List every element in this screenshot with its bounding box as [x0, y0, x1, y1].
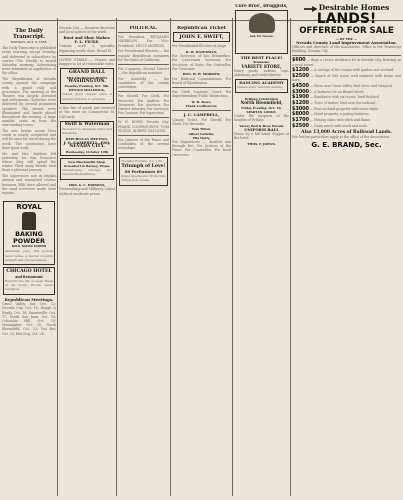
north-bloomfield: North Bloomfield,	[240, 100, 283, 106]
column-4: Republican Ticket JOHN F. SWIFT, For Presidential Electors at large. R. W. WATERMAN, For Governor, of San Bernardino. For Lieutenant Governor, For Secretary of State, For Controller, For Treasurer. HON. W. W. MORROW, For Railroad Commissioner. For Board of Equalization. For Clerk Supreme Court. For Superintendent Public Instruction. W. H. Rowe, Frank Loofbourow, J. C. CAMPBELL, County Ticket. For Sheriff, For Clerk, For Recorder. Tom Tilton, Albert Gallatin, Ella Harty, For Supervisors — districts one through five. For Justices of the Peace. For Constables. For Road Overseers.	[172, 26, 231, 157]
column-rule	[116, 18, 117, 496]
lager-ad: Ask for Geese.	[235, 10, 288, 54]
column-rule	[170, 18, 171, 496]
waterman-name: R. W. WATERMAN,	[185, 49, 218, 54]
parsons-name: MRS. G. C. PARSONS,	[68, 183, 106, 188]
dateline: MONDAY, OCT. 8, 1888.	[10, 40, 48, 44]
boot-shoe-head: Boot and Shoe Maker.	[63, 34, 111, 40]
column-3: POLITICAL. For President, BENJAMIN HARRISON. For Vice-President, LEVI P. MORTON. For Presidential Electors — the regular Republican nominees for the State of California. For Congress, Second District — the Republican nominee. For Assembly — the candidates of the county convention. For Sheriff, For Clerk, For Recorder, For Auditor, For Treasurer, For Assessor, For District Attorney, For Surveyor, For Coroner, For Supervisor. W. H. ROWE, Nevada City. FRANK LOOFBOUROW. TOM TILTON. ALBERT GALLATIN. For Justices of the Peace and Constables of the several townships. Thursday Evening, Oct. 11th. Triumph of Love! 80 Performers 60 Grand Spectacular Production. Tickets now on sale.	[118, 26, 169, 494]
baking-powder-can-icon	[22, 212, 36, 230]
company-name: Nevada County Land Improvement Association.	[296, 39, 397, 45]
column-rule	[57, 18, 58, 496]
thos-johns: THOS. F. JOHNS.	[247, 142, 276, 147]
royal-baking-ad: ROYAL BAKING POWDER ROYAL BAKING POWDER Absolutely pure. This powder never varies. A marvel of purity, strength and wholesomeness.	[3, 201, 55, 265]
republican-meetings-head: Republican Meetings.	[4, 296, 54, 302]
simmons-name: Simmons'	[253, 60, 270, 65]
variety-store: VARIETY STORE,	[241, 63, 282, 69]
cure-bros-head: Cure Bros', Druggists,	[235, 4, 288, 8]
tilton-name: Tom Tilton,	[191, 127, 212, 132]
column-rule	[290, 18, 291, 496]
spartan-lodge: SPARTAN LODGE,	[246, 109, 277, 114]
royal-baking-label: ROYAL BAKING POWDER	[11, 245, 47, 249]
morrow-name: HON. W. W. MORROW,	[182, 72, 221, 77]
column-5: Cure Bros', Druggists, Ask for Geese. THE BEST PLACE! Simmons' VARIETY STORE, Fancy goods, notions, toys, stationery and confectionery. DANCING ACADEMY Classes every Saturday evening. Pythian Celebration North Bloomfield, Friday Evening, Oct. 19, SPARTAN LODGE, Under the auspices of the Knights of Pythias. Vatery Bell & Hose Parade UNIFORM BALL Music by a full band. Supper at the hotel. THOS. F. JOHNS.	[234, 4, 289, 147]
column-6: Desirable Homes LANDS! OFFERED FOR SALE — BY THE — Nevada County Land Improvement Association. Officers and directors of the Association. Office in the Transcript Building, Nevada City. $600 — Buys a choice residence lot in Nevada City, fronting on a good street. $1200 — A cottage of five rooms with garden and orchard. $2500 — Ranch of 160 acres, well watered, with house and barn. $4500 — Farm near Grass Valley, fruit trees and vineyard. $3000 — A business lot on Broad Street. $1900 — Residence with six rooms, hard finished. $1200 — Tract of timber land near the railroad. $3000 — Fine orchard property with water right. $8000 — Hotel property, a paying business. $1700 — Mining claim with ditch and flume. $2500 — Dairy ranch with stock and tools. Also 13,000 Acres of Railroad Lands. For further particulars apply at the office of the Association. G. E. BRAND, Sec.	[292, 4, 401, 149]
swift-name-box: JOHN F. SWIFT,	[173, 32, 230, 42]
swift-waterman-ad: Swift & Waterman Promotion to American Labor and Industries. REPUBLICAN MEETING. J. G. CAMPBELL, ESQ. NEVADA CITY. Wednesday, October 10th	[60, 121, 114, 156]
lands-head: LANDS!	[316, 11, 377, 27]
column-1: The Daily Transcript. MONDAY, OCT. 8, 1888. The Daily Transcript is published every morning except Monday, and delivered to subscribers by carrier. The Weekly is issued Saturday morning. Advertising rates furnished on application at the office. The Republicans of Nevada county opened the campaign with a grand rally and procession. The meeting at the Theatre was largely attended and enthusiastic. Speeches were delivered by several prominent speakers. The streets were illuminated and bands played throughout the evening. A large number came in from the surrounding towns. The new bridge across Deer creek is nearly completed and will be open for travel during the week. The contractors have done good work. Mr. and Mrs. Baldwin left yesterday for San Francisco where they will spend the winter. Their many friends wish them a pleasant journey. The supervisors met in regular session and transacted routine business. Bills were allowed and the road overseers made their reports. ROYAL BAKING POWDER ROYAL BAKING POWDER Absolutely pure. This powder never varies. A marvel of purity, strength and wholesomeness. CHICAGO HOTEL and Restaurant Board by the day or week. Meals at all hours. Rooms newly furnished. Republican Meetings. Grass Valley, Sat. Oct. 13; Nevada City, Oct. 15; Rough & Ready, Oct. 16; Smartsville, Oct. 17; North San Juan, Oct. 18; Columbia Hill, Oct. 19; Washington, Oct. 20; North Bloomfield, Oct. 22; You Bet, Oct. 23; Red Dog, Oct. 24.	[2, 28, 56, 336]
desirable-homes-head: Desirable Homes	[318, 4, 390, 12]
best-place-head: THE BEST PLACE!	[240, 55, 283, 61]
by-the: — BY THE —	[335, 36, 358, 41]
pointing-hand-icon	[304, 6, 318, 12]
offered-for-sale: OFFERED FOR SALE	[299, 26, 394, 36]
uniform-ball: UNIFORM BALL	[244, 127, 279, 133]
political-head: POLITICAL.	[129, 26, 158, 30]
chicago-hotel-ad: CHICAGO HOTEL and Restaurant Board by the day or week. Meals at all hours. Rooms newly furnished.	[3, 267, 55, 295]
loofbourow-name: Frank Loofbourow,	[185, 104, 218, 109]
hose-parade: Vatery Bell & Hose Parade	[239, 123, 284, 128]
brand-secretary: G. E. BRAND, Sec.	[311, 140, 382, 149]
friday-date: Friday Evening, Oct. 19,	[241, 105, 282, 110]
railroad-acres: Also 13,000 Acres of Railroad Lands.	[301, 130, 392, 136]
lager-illustration	[249, 13, 275, 33]
republican-ticket-head: Republican Ticket	[177, 26, 226, 31]
campbell-name: J. C. CAMPBELL,	[183, 112, 220, 118]
ficke-name: F. L. FICKE.	[74, 39, 100, 45]
column-rule	[232, 18, 233, 496]
blacksmith-ad: New Blacksmith Shop. Gruenbert & Barney, Props. Horseshoeing, Carriage and General Blacksmithing.	[60, 158, 114, 180]
triumph-ad: Thursday Evening, Oct. 11th. Triumph of Love! 80 Performers 60 Grand Spectacular Production. Tickets now on sale.	[119, 157, 168, 186]
pythian-head: Pythian Celebration	[244, 97, 279, 102]
rowe-name: W. H. Rowe,	[191, 99, 212, 104]
price-list: $600 — Buys a choice residence lot in Nevada City, fronting on a good street. $1200 — A cottage of five rooms with garden and orchard. $2500 — Ranch of 160 acres, well watered, with house and barn. $4500 — Farm near Grass Valley, fruit trees and vineyard. $3000 — A business lot on Broad Street. $1900 — Residence with six rooms, hard finished. $1200 — Tract of timber land near the railroad. $3000 — Fine orchard property with water right. $8000 — Hotel property, a paying business. $1700 — Mining claim with ditch and flume. $2500 — Dairy ranch with stock and tools.	[292, 57, 401, 129]
gallatin-name: Albert Gallatin,	[188, 131, 215, 136]
grand-ball-ad: GRAND BALL THE EXCHANGE HOTEL WASHINGTON. Tuesday Evening, Oct. 9th. DENNIS MILLERICK, Tickets $2.00. Supper extra. A general invitation is extended.	[60, 68, 114, 104]
dancing-academy-ad: DANCING ACADEMY Classes every Saturday evening.	[235, 79, 288, 93]
harty-name: Ella Harty,	[192, 135, 211, 140]
column-1-head: The Daily Transcript.	[13, 28, 45, 40]
column-2: Nevada City — Business directory and local notices of the week. Boot and Shoe Maker. F. L. FICKE. Custom work a specialty. Repairing neatly done. Broad St. LIVERY STABLE — Horses and buggies to let at reasonable rates. GRAND BALL THE EXCHANGE HOTEL WASHINGTON. Tuesday Evening, Oct. 9th. DENNIS MILLERICK, Tickets $2.00. Supper extra. A general invitation is extended. A fine line of goods just received at the store on Commercial St. Call early. Swift & Waterman Promotion to American Labor and Industries. REPUBLICAN MEETING. J. G. CAMPBELL, ESQ. NEVADA CITY. Wednesday, October 10th New Blacksmith Shop. Gruenbert & Barney, Props. Horseshoeing, Carriage and General Blacksmithing. MRS. G. C. PARSONS, Dressmaking and Millinery. Latest styles at moderate prices.	[59, 26, 115, 196]
